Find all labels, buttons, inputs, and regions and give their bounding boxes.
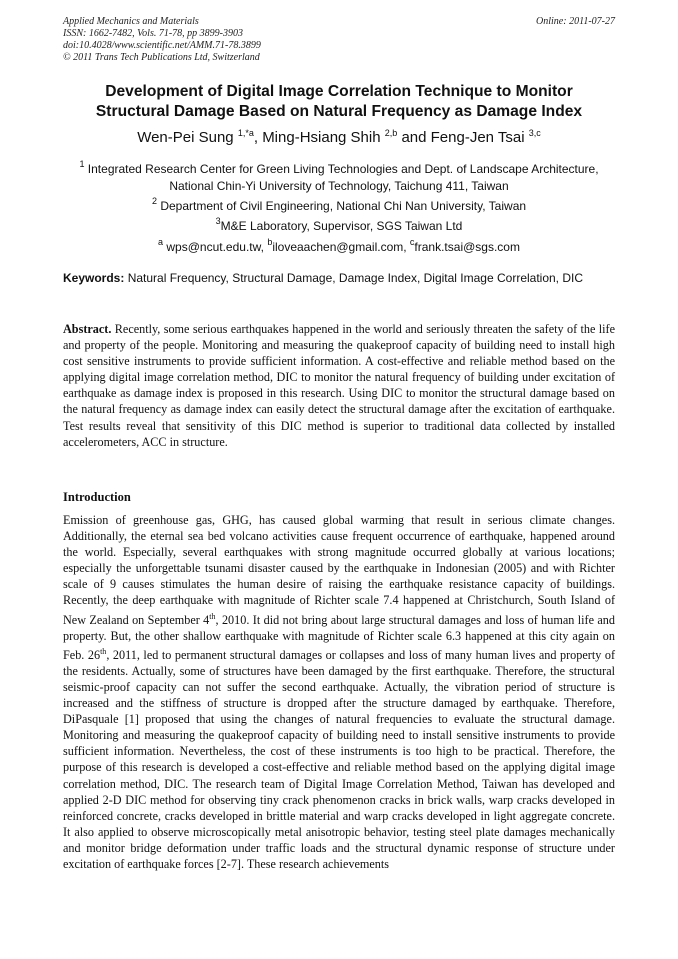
author-list bbox=[20, 128, 658, 146]
affiliation-2-text: Department of Civil Engineering, National Chi Nan University, Taiwan bbox=[160, 199, 527, 213]
author-sup-1: 1,*a bbox=[237, 128, 254, 138]
author-name-2: Ming-Hsiang Shih bbox=[262, 129, 381, 146]
keywords-label: Keywords: bbox=[63, 271, 125, 285]
introduction-body bbox=[63, 512, 615, 872]
email-a[interactable]: wps@ncut.edu.tw, bbox=[166, 240, 264, 254]
affiliation-3-text: M&E Laboratory, Supervisor, SGS Taiwan Ltd bbox=[220, 219, 463, 233]
journal-name: Applied Mechanics and Materials bbox=[63, 16, 199, 27]
author-name-3: Feng-Jen Tsai bbox=[430, 129, 525, 146]
affiliation-1-line-2: National Chin-Yi University of Technology, Taichung 411, Taiwan bbox=[169, 179, 509, 193]
title-line-2: Structural Damage Based on Natural Frequency as Damage Index bbox=[95, 103, 583, 120]
intro-part-2: , 2010. It did not bring about large structural damages and loss of human life and property. But, the other shallow earthquake with magnitude of Richter scale 6.3 happened at this city again on Feb. 26 bbox=[63, 612, 615, 662]
affiliation-1 bbox=[40, 156, 638, 195]
email-c[interactable]: frank.tsai@sgs.com bbox=[414, 240, 520, 254]
affiliation-2 bbox=[40, 193, 638, 215]
affiliation-3-num: 3 bbox=[215, 216, 221, 226]
keywords-text: Natural Frequency, Structural Damage, Damage Index, Digital Image Correlation, DIC bbox=[127, 271, 584, 285]
copyright-line: © 2011 Trans Tech Publications Ltd, Switzerland bbox=[63, 52, 260, 63]
title-line-1: Development of Digital Image Correlation Technique to Monitor bbox=[105, 83, 573, 100]
email-b[interactable]: iloveaachen@gmail.com, bbox=[272, 240, 407, 254]
affiliation-1-num: 1 bbox=[79, 159, 85, 169]
abstract bbox=[63, 321, 615, 450]
email-list bbox=[40, 234, 638, 256]
online-date: Online: 2011-07-27 bbox=[536, 16, 615, 27]
email-a-sup: a bbox=[158, 237, 164, 247]
abstract-text: Recently, some serious earthquakes happened in the world and seriously threaten the safety of the life and property of the people. Monitoring and measuring the quakeproof capacity of building need to install high cost sensitive instruments to provide sufficient information. A cost-effective and reliable method based on the applying digital image correlation method, DIC to monitor the natural frequency of building under excitation of earthquake as damage index is proposed in this research. Using DIC to monitor the structural damage based on the natural frequency as damage index can easily detect the structural damage after the excitation of earthquake. Test results reveal that sensitivity of this DIC method is superior to traditional data collected by installed accelerometers, ACC in structure. bbox=[63, 322, 615, 449]
author-sup-2: 2,b bbox=[384, 128, 398, 138]
email-b-sup: b bbox=[267, 237, 273, 247]
author-sep-1: , bbox=[253, 129, 259, 146]
journal-header bbox=[63, 16, 615, 64]
email-c-sup: c bbox=[409, 237, 415, 247]
introduction-heading: Introduction bbox=[63, 490, 131, 504]
author-sup-3: 3,c bbox=[528, 128, 541, 138]
intro-part-1: Emission of greenhouse gas, GHG, has caused global warming that result in serious climate changes. Additionally, the eternal sea bed volcano activities cause frequent occurrence of earthquake, happened around the world. Especially, several earthquakes with strong magnitude occurred globally at various locations; especially the unforgettable tsunami disaster caused by the earthquake in Indonesian (2005) and with Richter scale of 9 causes stimulates the human desire of raising the earthquake resistance capacity of buildings. Recently, the deep earthquake with magnitude of Richter scale 7.4 happened at Christchurch, South Island of New Zealand on September 4 bbox=[63, 513, 615, 627]
paper-title bbox=[40, 82, 638, 122]
keywords bbox=[63, 271, 615, 285]
intro-sup-1: th bbox=[209, 611, 216, 621]
affiliation-2-num: 2 bbox=[151, 196, 157, 206]
abstract-label: Abstract. bbox=[63, 322, 112, 336]
intro-part-3: , 2011, led to permanent structural damages or collapses and loss of many human lives and property of the residents. Actually, some of structures have been damaged by the first earthquake. Therefore, the structural seismic-proof capacity can not suffer the second earthquake. Actually, the vibration period of structure is increased and the stiffness of structure is dropped after the structure damaged by earthquake. Therefore, DiPasquale [1] proposed that using the changes of natural frequencies to evaluate the structural damage. Monitoring and measuring the quakeproof capacity of building need to install sensitive instruments to provide sufficient information. Nevertheless, the cost of these instruments is too high to be practical. Therefore, the purpose of this research is developed a cost-effective and reliable method based on the applying digital image correlation method, DIC. The research team of Digital Image Correlation Method, Taiwan has developed and applied 2-D DIC method for observing tiny crack phenomenon cracks in brick walls, warp cracks developed in reinforced concrete, cracks developed in brittle material and warp cracks developed in light aggregate concrete. It also applied to observe microscopically metal anisotropic behavior, testing steel plate damages mechanically and monitor bridge deformation under traffic loads and the structural dynamic response of structure under excitation of earthquake forces [2-7]. These research achievements bbox=[63, 647, 616, 871]
intro-sup-2: th bbox=[100, 646, 107, 656]
issn-line: ISSN: 1662-7482, Vols. 71-78, pp 3899-3903 bbox=[63, 28, 243, 39]
doi-line: doi:10.4028/www.scientific.net/AMM.71-78.3899 bbox=[63, 40, 261, 51]
author-name-1: Wen-Pei Sung bbox=[137, 129, 234, 146]
author-sep-2: and bbox=[401, 129, 427, 146]
affiliation-3 bbox=[40, 213, 638, 235]
affiliation-1-line-1: Integrated Research Center for Green Living Technologies and Dept. of Landscape Architecture, bbox=[87, 162, 599, 176]
